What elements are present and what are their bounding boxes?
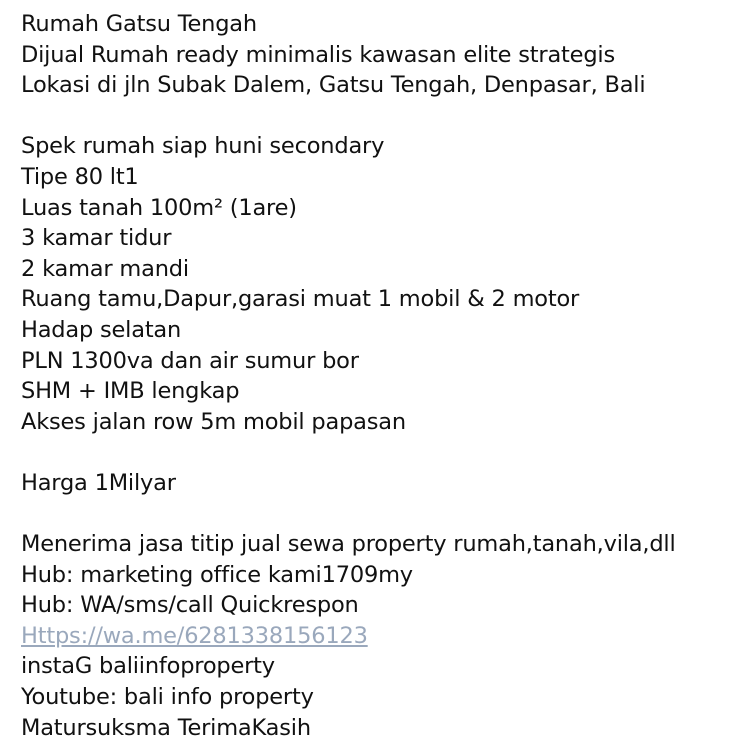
hub-office-line: Hub: marketing office kami1709my [21, 561, 413, 588]
spec-line: Luas tanah 100m² (1are) [21, 194, 297, 221]
price-line: Harga 1Milyar [21, 469, 176, 496]
spec-line: Hadap selatan [21, 316, 182, 343]
spec-line: Ruang tamu,Dapur,garasi muat 1 mobil & 2 motor [21, 286, 580, 313]
spec-line: 3 kamar tidur [21, 225, 172, 252]
spec-line: Spek rumah siap huni secondary [21, 133, 385, 160]
spec-line: 2 kamar mandi [21, 255, 189, 282]
whatsapp-link[interactable]: Https://wa.me/6281338156123 [21, 622, 368, 649]
listing-location: Lokasi di jln Subak Dalem, Gatsu Tengah, Denpasar, Bali [21, 72, 646, 99]
listing-text [21, 9, 741, 743]
spec-line: SHM + IMB lengkap [21, 378, 240, 405]
blank-line [21, 437, 741, 468]
blank-line [21, 499, 741, 530]
hub-channels-line: Hub: WA/sms/call Quickrespon [21, 592, 359, 619]
spec-line: PLN 1300va dan air sumur bor [21, 347, 359, 374]
youtube-line: Youtube: bali info property [21, 684, 314, 711]
blank-line [21, 101, 741, 132]
spec-line: Akses jalan row 5m mobil papasan [21, 408, 406, 435]
listing-subtitle: Dijual Rumah ready minimalis kawasan elite strategis [21, 41, 615, 68]
instagram-line: instaG baliinfoproperty [21, 653, 275, 680]
closing-line: Matursuksma TerimaKasih [21, 714, 311, 741]
listing-title: Rumah Gatsu Tengah [21, 11, 257, 37]
spec-line: Tipe 80 lt1 [21, 163, 139, 190]
services-line: Menerima jasa titip jual sewa property rumah,tanah,vila,dll [21, 531, 676, 558]
wa-link-line [21, 621, 741, 652]
